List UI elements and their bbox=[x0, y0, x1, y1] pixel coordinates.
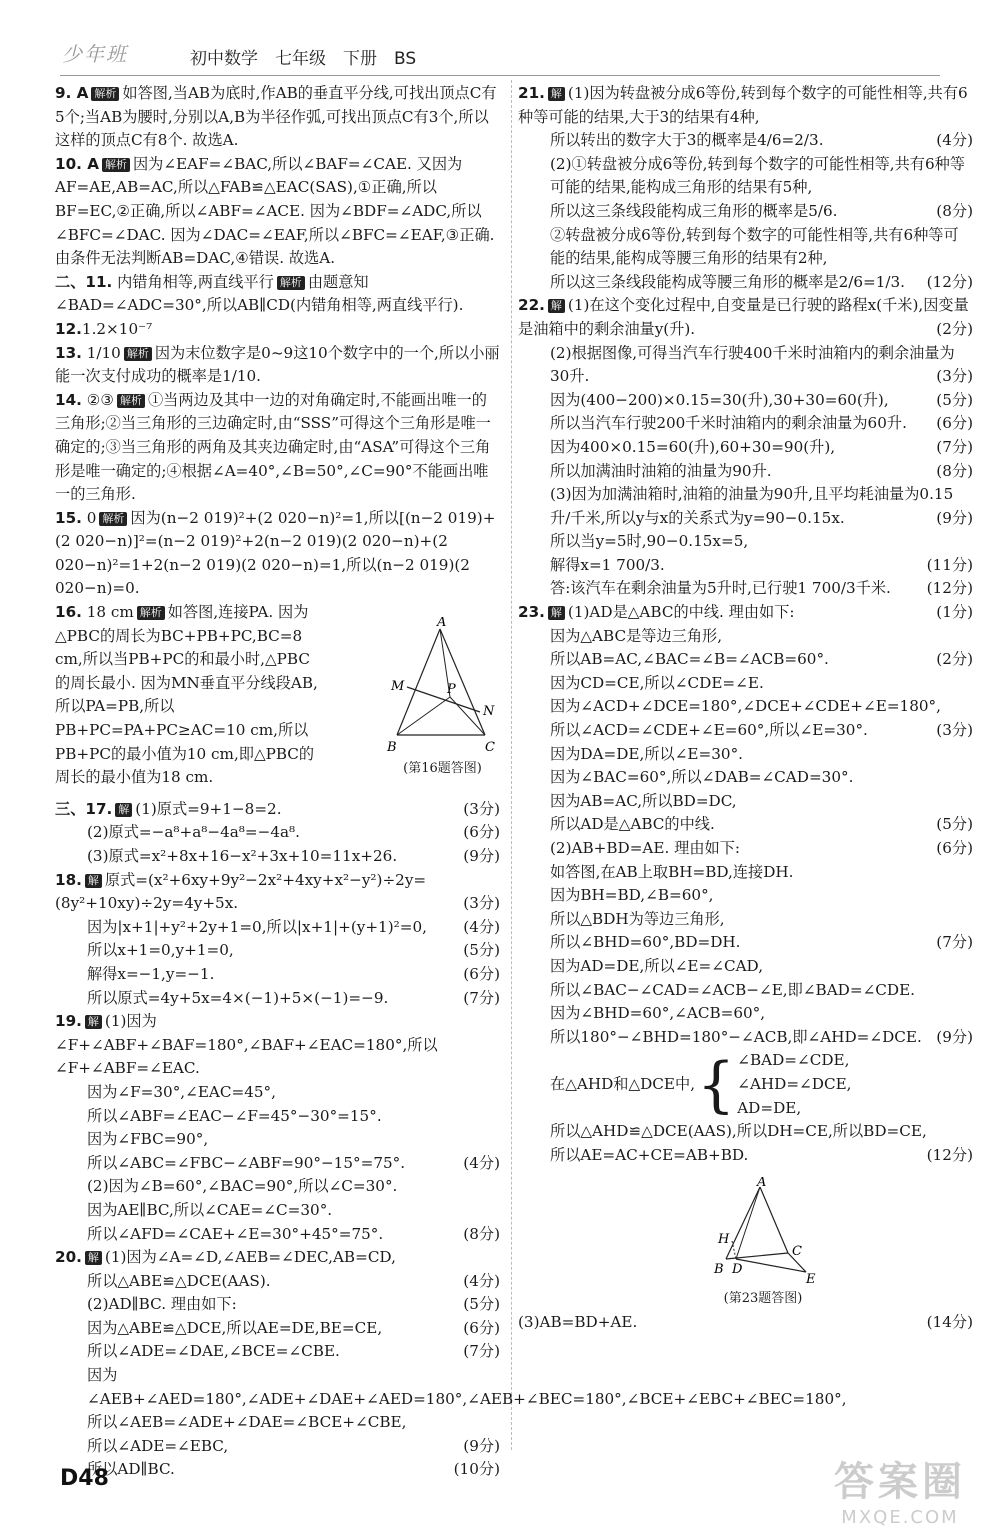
q23-part3-text: (3)AB=BD+AE. bbox=[518, 1312, 638, 1331]
q20-line bbox=[55, 1246, 500, 1270]
q19-line bbox=[55, 1175, 500, 1199]
q20-line bbox=[55, 1340, 500, 1364]
fig23-label-c: C bbox=[792, 1244, 802, 1260]
q23-text: 因为CD=CE,所以∠CDE=∠E. bbox=[550, 673, 764, 692]
q23-line bbox=[518, 908, 973, 932]
q20-line bbox=[55, 1458, 500, 1482]
q20-line bbox=[55, 1435, 500, 1459]
q19-text: 所以∠AFD=∠CAE+∠E=30°+45°=75°. bbox=[87, 1224, 384, 1243]
q23-text: 所以∠BHD=60°,BD=DH. bbox=[550, 933, 741, 952]
answer-text: 如答图,连接PA. 因为△PBC的周长为BC+PB+PC,BC=8 cm,所以当PB+PC的和最小时,△PBC的周长最小. 因为MN垂直平分线段AB,所以PA=PB,所以PB+PC=PA+PC≥AC=10 cm,所以PB+PC的最小值为10 cm,即△PBC的周长的最小值为18 cm. bbox=[55, 603, 318, 787]
q17-text: (1)原式=9+1−8=2. bbox=[135, 799, 282, 818]
figure-23 bbox=[708, 1177, 818, 1311]
column-divider bbox=[511, 80, 512, 1450]
q22-score: (9分) bbox=[936, 508, 973, 527]
q22-score: (8分) bbox=[936, 461, 973, 480]
q23-line bbox=[518, 672, 973, 696]
q20-score: (7分) bbox=[463, 1342, 500, 1361]
q20-line bbox=[55, 1293, 500, 1317]
q23-text: 因为∠BAC=60°,所以∠DAB=∠CAD=30°. bbox=[550, 768, 854, 787]
q19-text: 因为∠FBC=90°, bbox=[87, 1130, 209, 1149]
q18-line bbox=[55, 939, 500, 963]
q23-line bbox=[518, 601, 973, 625]
q23-conclusion bbox=[518, 1120, 973, 1167]
q18-line bbox=[55, 869, 500, 916]
q22-line bbox=[518, 412, 973, 436]
q22-text: (3)因为加满油箱时,油箱的油量为90升,且平均耗油量为0.15升/千米,所以y与x的关系式为y=90−0.15x. bbox=[550, 485, 954, 527]
q19-score: (4分) bbox=[463, 1153, 500, 1172]
q23-conclusion-score: (12分) bbox=[926, 1145, 973, 1164]
q22-text: 解得x=1 700/3. bbox=[550, 555, 665, 574]
q23-text: 因为DA=DE,所以∠E=30°. bbox=[550, 744, 743, 763]
q19-text: 所以∠ABF=∠EAC−∠F=45°−30°=15°. bbox=[87, 1106, 382, 1125]
q22-text: (2)根据图像,可得当汽车行驶400千米时油箱内的剩余油量为30升. bbox=[550, 343, 955, 386]
q20-number: 20. bbox=[55, 1248, 82, 1267]
figure-16 bbox=[385, 617, 500, 781]
answer-text: 如答图,当AB为底时,作AB的垂直平分线,可找出顶点C有5个;当AB为腰时,分别以A,B为半径作弧,可找出顶点C有3个,所以这样的顶点C有8个. 故选A. bbox=[55, 84, 497, 150]
q23-text: 所以AB=AC,∠BAC=∠B=∠ACB=60°. bbox=[550, 650, 829, 669]
q18-score: (6分) bbox=[463, 964, 500, 983]
answer-item bbox=[55, 601, 325, 790]
q23-line bbox=[518, 766, 973, 790]
question-number: 二、11. bbox=[55, 272, 113, 291]
q20-line bbox=[55, 1317, 500, 1341]
answer-value: ②③ bbox=[86, 390, 114, 409]
fig16-label-n: N bbox=[483, 704, 495, 719]
q22-score: (3分) bbox=[936, 367, 973, 386]
q20-line bbox=[55, 1270, 500, 1294]
q18-text: 因为|x+1|+y²+2y+1=0,所以|x+1|+(y+1)²=0, bbox=[87, 917, 427, 936]
question-number: 9. A bbox=[55, 84, 89, 102]
q23-text: 因为BH=BD,∠B=60°, bbox=[550, 886, 714, 905]
q20-text: 因为∠AEB+∠AED=180°,∠ADE+∠DAE+∠AED=180°,∠AEB+∠BEC=180°,∠BCE+∠EBC+∠BEC=180°, bbox=[87, 1366, 847, 1408]
question-number: 12. bbox=[55, 319, 82, 338]
q23-score: (1分) bbox=[936, 603, 973, 622]
q20-text: (1)因为∠A=∠D,∠AEB=∠DEC,AB=CD, bbox=[104, 1248, 396, 1267]
q21-line bbox=[518, 271, 973, 295]
q19-line bbox=[55, 1105, 500, 1129]
q20-text: 因为△ABE≌△DCE,所以AE=DE,BE=CE, bbox=[87, 1318, 383, 1337]
q23-conclusion-text: 所以△AHD≌△DCE(AAS),所以DH=CE,所以BD=CE, bbox=[550, 1122, 927, 1141]
q20-score: (10分) bbox=[453, 1460, 500, 1479]
q21-line bbox=[518, 224, 973, 271]
q22-line bbox=[518, 436, 973, 460]
q17-line bbox=[55, 845, 500, 869]
q18-line bbox=[55, 916, 500, 940]
q20-line bbox=[55, 1364, 847, 1411]
q18-line bbox=[55, 963, 500, 987]
fig23-label-b: B bbox=[714, 1262, 724, 1278]
q22-line bbox=[518, 460, 973, 484]
q18-text: 所以原式=4y+5x=4×(−1)+5×(−1)=−9. bbox=[87, 988, 389, 1007]
q23-system-eq1: ∠BAD=∠CDE, bbox=[737, 1051, 850, 1070]
question-number: 10. A bbox=[55, 154, 99, 173]
q22-line bbox=[518, 342, 973, 389]
question-number: 16. bbox=[55, 603, 82, 622]
right-solutions bbox=[518, 82, 973, 1049]
q17-line bbox=[55, 798, 500, 822]
q22-line bbox=[518, 389, 973, 413]
q22-text: 所以当汽车行驶200千米时油箱内的剩余油量为60升. bbox=[550, 414, 907, 433]
fig16-label-c: C bbox=[485, 740, 495, 755]
answer-text: 1.2×10⁻⁷ bbox=[81, 319, 153, 338]
q22-line bbox=[518, 294, 973, 341]
solution-tag: 解 bbox=[85, 1015, 102, 1029]
q22-text: 因为(400−200)×0.15=30(升),30+30=60(升), bbox=[550, 390, 889, 409]
answer-text: ①当两边及其中一边的对角确定时,不能画出唯一的三角形;②当三角形的三边确定时,由“SSS”可得这个三角形是唯一确定的;③当三角形的两角及其夹边确定时,由“ASA”可得这个三角形是唯一确定的;④根据∠A=40°,∠B=50°,∠C=90°不能画出唯一的三角形. bbox=[55, 390, 491, 504]
q20-score: (6分) bbox=[463, 1318, 500, 1337]
fig16-label-b: B bbox=[387, 740, 397, 755]
q19-text: 因为AE∥BC,所以∠CAE=∠C=30°. bbox=[87, 1200, 333, 1219]
answer-item bbox=[55, 82, 500, 153]
q19-number: 19. bbox=[55, 1012, 82, 1031]
answer-item bbox=[55, 507, 500, 601]
q22-score: (2分) bbox=[936, 319, 973, 338]
q20-text: 所以AD∥BC. bbox=[87, 1460, 175, 1479]
q23-line bbox=[518, 625, 973, 649]
q23-line bbox=[518, 695, 973, 719]
q19-text: 因为∠F=30°,∠EAC=45°, bbox=[87, 1082, 276, 1101]
q20-text: 所以∠ADE=∠DAE,∠BCE=∠CBE. bbox=[87, 1342, 340, 1361]
q23-text: 因为AD=DE,所以∠E=∠CAD, bbox=[550, 956, 764, 975]
answer-item bbox=[55, 318, 500, 342]
q23-text: 所以∠ACD=∠CDE+∠E=60°,所以∠E=30°. bbox=[550, 721, 868, 740]
q21-text: (1)因为转盘被分成6等份,转到每个数字的可能性相等,共有6种等可能的结果,大于3的结果有4种, bbox=[518, 84, 968, 126]
q21-score: (12分) bbox=[926, 272, 973, 291]
page-header bbox=[0, 0, 1000, 78]
q23-part3-score: (14分) bbox=[926, 1312, 973, 1331]
q17-score: (9分) bbox=[463, 847, 500, 865]
q21-text: 所以这三条线段能构成等腰三角形的概率是2/6=1/3. bbox=[550, 272, 906, 291]
q17-number: 三、17. bbox=[55, 799, 113, 818]
fig23-triangle bbox=[708, 1177, 818, 1287]
analysis-tag: 解析 bbox=[277, 276, 305, 290]
q23-text: 所以AD是△ABC的中线. bbox=[550, 815, 715, 834]
fig23-caption: (第23题答图) bbox=[723, 1291, 803, 1307]
watermark-url: MXQE.COM bbox=[841, 1507, 959, 1528]
solution-tag: 解 bbox=[548, 87, 565, 101]
q22-score: (6分) bbox=[936, 414, 973, 433]
q23-line bbox=[518, 790, 973, 814]
brace: { bbox=[697, 1049, 736, 1120]
q19-text: (1)因为∠F+∠ABF+∠BAF=180°,∠BAF+∠EAC=180°,所以∠F+∠ABF=∠EAC. bbox=[55, 1012, 438, 1078]
q20-line bbox=[55, 1411, 500, 1435]
q19-line bbox=[55, 1223, 500, 1247]
q21-line bbox=[518, 200, 973, 224]
q17-score: (3分) bbox=[463, 799, 500, 818]
q23-system-intro: 在△AHD和△DCE中, bbox=[550, 1074, 696, 1093]
q23-score: (2分) bbox=[936, 650, 973, 669]
solution-tag: 解 bbox=[548, 299, 565, 313]
q22-score: (7分) bbox=[936, 437, 973, 456]
q18-number: 18. bbox=[55, 870, 82, 889]
q18-score: (4分) bbox=[463, 917, 500, 936]
q23-score: (9分) bbox=[936, 1027, 973, 1046]
q17-text: (2)原式=−a⁸+a⁸−4a⁸=−4a⁸. bbox=[87, 823, 300, 842]
q17-score: (6分) bbox=[463, 823, 500, 842]
q19-line bbox=[55, 1010, 500, 1081]
q21-number: 21. bbox=[518, 84, 545, 102]
q20-text: (2)AD∥BC. 理由如下: bbox=[87, 1295, 237, 1314]
q19-score: (8分) bbox=[463, 1224, 500, 1243]
q23-conclusion-line bbox=[518, 1144, 973, 1168]
q19-line bbox=[55, 1199, 500, 1223]
q23-conclusion-text: 所以AE=AC+CE=AB+BD. bbox=[550, 1145, 749, 1164]
q23-number: 23. bbox=[518, 603, 545, 622]
brand-logo: 少年班 bbox=[62, 42, 128, 66]
q21-line bbox=[518, 82, 973, 129]
q21-line bbox=[518, 153, 973, 200]
answer-item bbox=[55, 342, 500, 389]
q18-text: 解得x=−1,y=−1. bbox=[87, 964, 215, 983]
answer-item bbox=[55, 271, 500, 318]
answer-value: 1/10 bbox=[86, 343, 121, 362]
answer-item bbox=[55, 389, 500, 507]
answer-value: 0 bbox=[86, 508, 97, 527]
page-number: D48 bbox=[60, 1466, 109, 1491]
q23-line bbox=[518, 1002, 973, 1026]
answer-text: 由题意知∠BAD=∠ADC=30°,所以AB∥CD(内错角相等,两直线平行). bbox=[55, 272, 464, 315]
q21-text: 所以这三条线段能构成三角形的概率是5/6. bbox=[550, 201, 838, 220]
solution-tag: 解 bbox=[85, 1251, 102, 1265]
q23-line bbox=[518, 931, 973, 955]
q22-score: (5分) bbox=[936, 390, 973, 409]
q23-conclusion-line bbox=[518, 1120, 973, 1144]
answer-value: 18 cm bbox=[86, 603, 134, 622]
q23-text: 因为AB=AC,所以BD=DC, bbox=[550, 791, 737, 810]
q23-line bbox=[518, 648, 973, 672]
q20-text: 所以∠ADE=∠EBC, bbox=[87, 1436, 229, 1455]
q20-text: 所以△ABE≌△DCE(AAS). bbox=[87, 1271, 271, 1290]
analysis-tag: 解析 bbox=[102, 158, 130, 172]
q21-text: 所以转出的数字大于3的概率是4/6=2/3. bbox=[550, 131, 824, 150]
q23-line bbox=[518, 884, 973, 908]
q23-text: 所以180°−∠BHD=180°−∠ACB,即∠AHD=∠DCE. bbox=[550, 1027, 922, 1046]
q23-line bbox=[518, 743, 973, 767]
solution-tag: 解 bbox=[85, 874, 102, 888]
fig16-label-a: A bbox=[437, 617, 447, 630]
question-number: 14. bbox=[55, 390, 82, 409]
question-number: 13. bbox=[55, 343, 82, 362]
fig23-label-e: E bbox=[806, 1272, 816, 1288]
q19-line bbox=[55, 1128, 500, 1152]
q22-line bbox=[518, 577, 973, 601]
answer-value: 内错角相等,两直线平行 bbox=[117, 272, 274, 291]
q23-text: 因为△ABC是等边三角形, bbox=[550, 626, 723, 645]
q23-line bbox=[518, 837, 973, 861]
q23-text: 因为∠BHD=60°,∠ACB=60°, bbox=[550, 1004, 766, 1023]
answer-text: 因为末位数字是0~9这10个数字中的一个,所以小丽能一次支付成功的概率是1/10. bbox=[55, 343, 500, 386]
q23-score: (6分) bbox=[936, 839, 973, 857]
q22-number: 22. bbox=[518, 296, 545, 315]
q19-line bbox=[55, 1081, 500, 1105]
q19-line bbox=[55, 1152, 500, 1176]
q19-text: (2)因为∠B=60°,∠BAC=90°,所以∠C=30°. bbox=[87, 1177, 398, 1196]
q18-score: (7分) bbox=[463, 988, 500, 1007]
q23-system bbox=[550, 1049, 973, 1120]
q23-text: (1)AD是△ABC的中线. 理由如下: bbox=[567, 603, 795, 622]
q21-text: ②转盘被分成6等份,转到每个数字的可能性相等,共有6种等可能的结果,能构成等腰三角形的结果有2种, bbox=[550, 225, 959, 268]
q23-text: (2)AB+BD=AE. 理由如下: bbox=[550, 839, 741, 857]
q23-line bbox=[518, 813, 973, 837]
q18-text: 原式=(x²+6xy+9y²−2x²+4xy+x²−y²)÷2y=(8y²+10xy)÷2y=4y+5x. bbox=[55, 870, 427, 913]
header-title: 初中数学 七年级 下册 BS bbox=[190, 49, 417, 69]
q23-text: 所以∠BAC−∠CAD=∠ACB−∠E,即∠BAD=∠CDE. bbox=[550, 980, 916, 999]
q23-part3 bbox=[518, 1311, 973, 1335]
question-number: 15. bbox=[55, 508, 82, 527]
solution-tag: 解 bbox=[548, 606, 565, 620]
q22-text: 答:该汽车在剩余油量为5升时,已行驶1 700/3千米. bbox=[550, 579, 891, 598]
analysis-tag: 解析 bbox=[117, 394, 145, 408]
q23-line bbox=[518, 1026, 973, 1050]
fig16-label-p: P bbox=[447, 682, 456, 697]
answer-text: 因为(n−2 019)²+(2 020−n)²=1,所以[(n−2 019)+(2 020−n)]²=(n−2 019)²+2(n−2 019)(2 020−n)+(2 020−n)²=1+2(n−2 019)(2 020−n)=1,所以(n−2 019)(2 020−n)=0. bbox=[55, 508, 496, 598]
q23-text: 所以△BDH为等边三角形, bbox=[550, 909, 725, 928]
q23-score: (5分) bbox=[936, 815, 973, 834]
watermark-logo: 答案圈 bbox=[834, 1459, 966, 1505]
q23-text: 因为∠ACD+∠DCE=180°,∠DCE+∠CDE+∠E=180°, bbox=[550, 697, 941, 716]
q22-text: (1)在这个变化过程中,自变量是已行驶的路程x(千米),因变量是油箱中的剩余油量y(升). bbox=[518, 296, 969, 338]
q22-score: (11分) bbox=[926, 555, 973, 574]
q23-line bbox=[518, 979, 973, 1003]
q18-score: (5分) bbox=[463, 941, 500, 960]
answer-item bbox=[55, 153, 500, 271]
q21-score: (8分) bbox=[936, 201, 973, 220]
q23-line bbox=[518, 719, 973, 743]
fig23-label-d: D bbox=[732, 1262, 743, 1278]
q22-line bbox=[518, 530, 973, 554]
analysis-tag: 解析 bbox=[124, 347, 152, 361]
q20-score: (5分) bbox=[463, 1295, 500, 1314]
q22-text: 因为400×0.15=60(升),60+30=90(升), bbox=[550, 437, 836, 456]
q20-score: (9分) bbox=[463, 1436, 500, 1455]
q18-score: (3分) bbox=[463, 894, 500, 913]
q23-text: 如答图,在AB上取BH=BD,连接DH. bbox=[550, 862, 794, 881]
watermark bbox=[820, 1450, 980, 1528]
q23-score: (3分) bbox=[936, 721, 973, 740]
right-column bbox=[518, 82, 973, 1335]
q23-system-eq2: ∠AHD=∠DCE, bbox=[737, 1074, 852, 1093]
q22-line bbox=[518, 554, 973, 578]
q19-text: 所以∠ABC=∠FBC−∠ABF=90°−15°=75°. bbox=[87, 1153, 406, 1172]
fig23-label-h: H bbox=[718, 1232, 730, 1248]
analysis-tag: 解析 bbox=[137, 606, 165, 620]
q23-score: (7分) bbox=[936, 933, 973, 952]
q21-line bbox=[518, 129, 973, 153]
q21-text: (2)①转盘被分成6等份,转到每个数字的可能性相等,共有6种等可能的结果,能构成三角形的结果有5种, bbox=[550, 154, 965, 197]
header-rule bbox=[60, 75, 940, 76]
q23-line bbox=[518, 861, 973, 885]
q20-text: 所以∠AEB=∠ADE+∠DAE=∠BCE+∠CBE, bbox=[87, 1413, 407, 1432]
q22-score: (12分) bbox=[926, 579, 973, 598]
analysis-tag: 解析 bbox=[91, 87, 119, 101]
q18-line bbox=[55, 987, 500, 1011]
fig23-label-a: A bbox=[757, 1177, 767, 1191]
q23-system-eq3: AD=DE, bbox=[737, 1098, 802, 1117]
solution-tag: 解 bbox=[115, 803, 132, 817]
q22-text: 所以加满油时油箱的油量为90升. bbox=[550, 461, 772, 480]
fig16-triangle bbox=[385, 617, 500, 757]
fig16-label-m: M bbox=[391, 679, 405, 694]
q23-line bbox=[518, 955, 973, 979]
q22-text: 所以当y=5时,90−0.15x=5, bbox=[550, 532, 749, 551]
q20-score: (4分) bbox=[463, 1271, 500, 1290]
q21-score: (4分) bbox=[936, 131, 973, 150]
fig16-caption: (第16题答图) bbox=[403, 761, 482, 776]
q22-line bbox=[518, 483, 973, 530]
q17-text: (3)原式=x²+8x+16−x²+3x+10=11x+26. bbox=[87, 847, 398, 865]
analysis-tag: 解析 bbox=[99, 512, 127, 526]
q18-text: 所以x+1=0,y+1=0, bbox=[87, 941, 234, 960]
q17-line bbox=[55, 821, 500, 845]
answer-text: 因为∠EAF=∠BAC,所以∠BAF=∠CAE. 又因为AF=AE,AB=AC,所以△FAB≌△EAC(SAS),①正确,所以BF=EC,②正确,所以∠ABF=∠ACE. 因为∠BDF=∠ADC,所以∠BFC=∠DAC. 因为∠DAC=∠EAF,所以∠BFC=∠EAF,③正确. 由条件无法判断AB=DAC,④错误. 故选A. bbox=[55, 154, 495, 268]
